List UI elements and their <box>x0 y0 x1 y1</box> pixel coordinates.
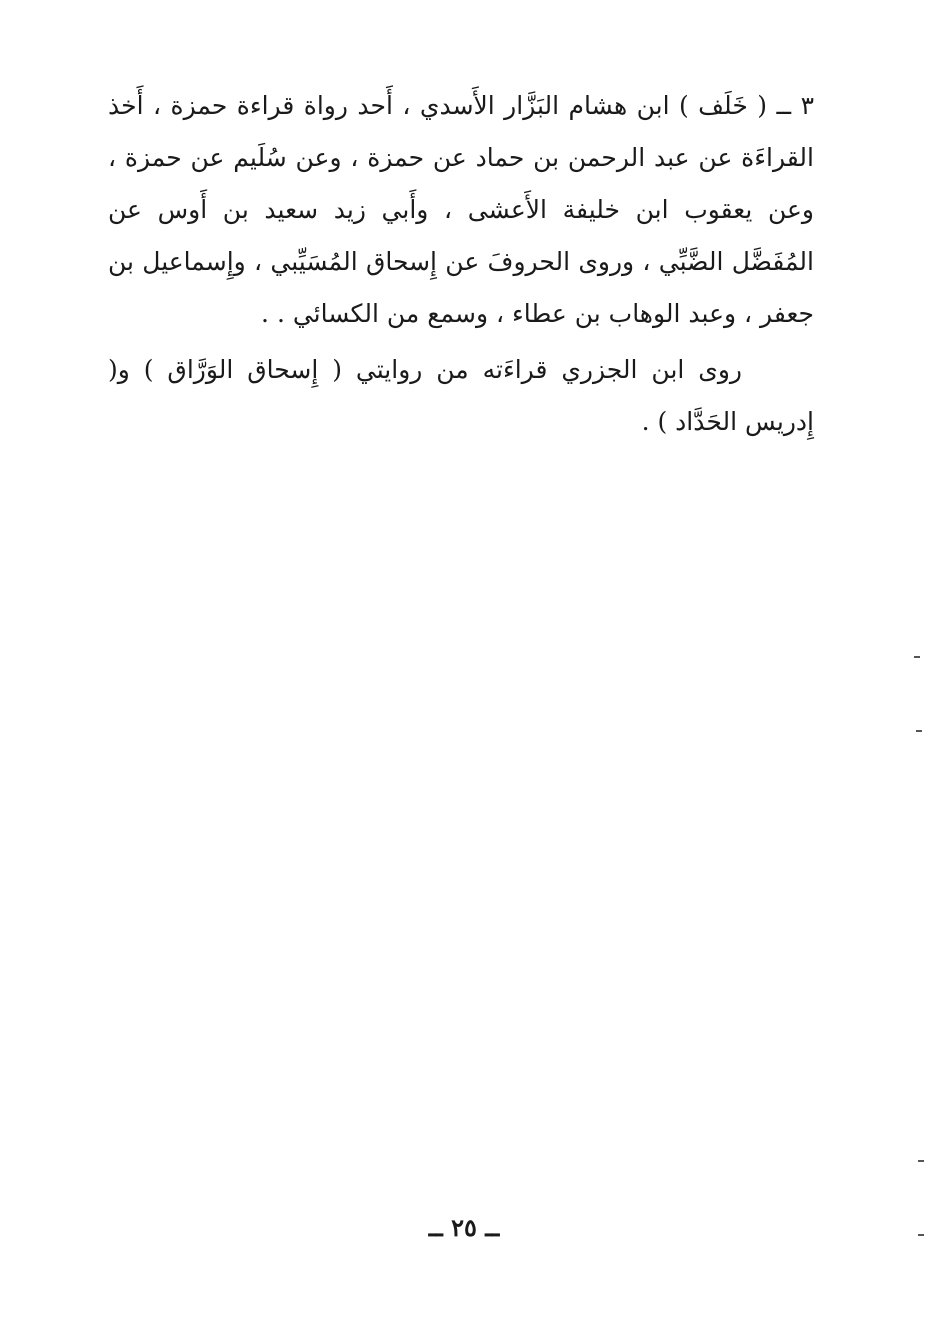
scan-edge-mark <box>914 656 920 658</box>
scan-edge-mark <box>918 1160 924 1162</box>
page-number: ــ ٢٥ ــ <box>428 1213 500 1242</box>
body-text <box>108 80 814 448</box>
scan-edge-mark <box>918 1234 924 1236</box>
paragraph-riwaya: روى ابن الجزري قراءَته من روايتي ( إِسحاق الوَرَّاق ) و( إِدريس الحَدَّاد ) . <box>108 355 814 436</box>
scan-edge-mark <box>916 730 922 732</box>
paragraph-khalaf: ٣ ــ ( خَلَف ) ابن هشام البَزَّار الأَسدي ، أَحد رواة قراءة حمزة ، أَخذ القراءَة عن عبد الرحمن بن حماد عن حمزة ، وعن سُلَيم عن حمزة ، وعن يعقوب ابن خليفة الأَعشى ، وأَبي زيد سعيد بن أَوس عن المُفَضَّل الضَّبِّي ، وروى الحروفَ عن إِسحاق المُسَيِّبي ، وإِسماعيل بن جعفر ، وعبد الوهاب بن عطاء ، وسمع من الكسائي . . <box>108 91 814 328</box>
